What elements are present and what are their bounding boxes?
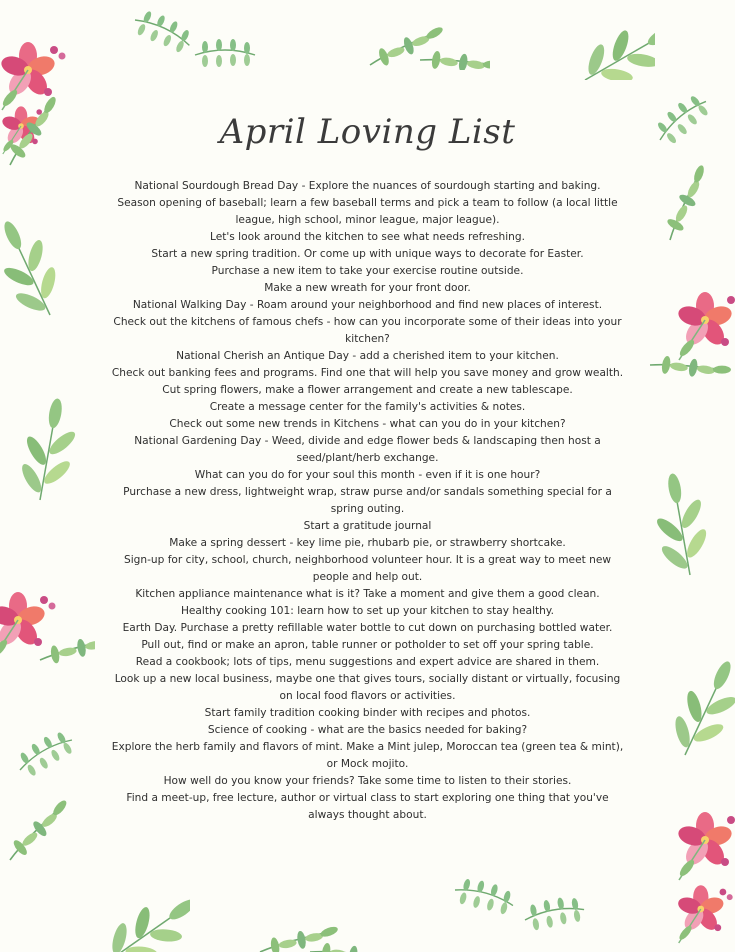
- top-leaf-sprig-2: [360, 0, 490, 70]
- left-flowers-middle: [0, 570, 95, 670]
- list-item: Pull out, find or make an apron, table runner or potholder to set off your spring table.: [141, 639, 594, 651]
- list-item: Check out some new trends in Kitchens - what can you do in your kitchen?: [169, 418, 566, 430]
- left-leaves-middle: [0, 375, 95, 505]
- list-item: Explore the herb family and flavors of mint. Make a Mint julep, Moroccan tea (green tea & mint), or Mock mojito.: [111, 741, 624, 770]
- list-item: Make a spring dessert - key lime pie, rhubarb pie, or strawberry shortcake.: [169, 537, 566, 549]
- list-item: Start family tradition cooking binder with recipes and photos.: [204, 707, 531, 719]
- right-leaves-lower: [645, 630, 735, 760]
- list-item: Start a new spring tradition. Or come up with unique ways to decorate for Easter.: [151, 248, 584, 260]
- list-item: National Sourdough Bread Day - Explore the nuances of sourdough starting and baking.: [134, 180, 601, 192]
- left-leaves-upper: [0, 190, 100, 320]
- list-item: Check out banking fees and programs. Find one that will help you save money and grow wealth.: [111, 367, 624, 379]
- list-item: How well do you know your friends? Take some time to listen to their stories.: [163, 775, 572, 787]
- right-leaves-middle: [645, 450, 735, 580]
- list-item: National Walking Day - Roam around your neighborhood and find new places of interest.: [132, 299, 603, 311]
- list-item: Kitchen appliance maintenance what is it? Take a moment and give them a good clean.: [135, 588, 600, 600]
- list-item: Healthy cooking 101: learn how to set up your kitchen to stay healthy.: [180, 605, 555, 617]
- list-item: What can you do for your soul this month - even if it is one hour?: [194, 469, 541, 481]
- bottom-right-flowers: [660, 790, 735, 952]
- list-item: National Gardening Day - Weed, divide and edge flower beds & landscaping then host a seed/plant/herb exchange.: [134, 435, 601, 464]
- bottom-leaves-1: [80, 880, 190, 952]
- right-fern-top: [650, 80, 735, 250]
- page-title: April Loving List: [219, 112, 516, 152]
- list-item: Purchase a new dress, lightweight wrap, straw purse and/or sandals something special for a spring outing.: [123, 486, 612, 515]
- list-item: Science of cooking - what are the basics needed for baking?: [207, 724, 528, 736]
- list-item: Look up a new local business, maybe one that gives tours, socially distant or virtually, focusing on local food flavors or activities.: [114, 673, 621, 702]
- list-item: National Cherish an Antique Day - add a cherished item to your kitchen.: [176, 350, 559, 362]
- list-item: Sign-up for city, school, church, neighborhood volunteer hour. It is a great way to meet new people and help out.: [123, 554, 612, 583]
- list-item: Make a new wreath for your front door.: [264, 282, 471, 294]
- top-leaf-sprig-1: [125, 0, 285, 80]
- list-item: Cut spring flowers, make a flower arrangement and create a new tablescape.: [162, 384, 573, 396]
- list-item: Start a gratitude journal: [303, 520, 432, 532]
- list-item: Check out the kitchens of famous chefs - how can you incorporate some of their ideas into your kitchen?: [113, 316, 622, 345]
- list-item: Let's look around the kitchen to see what needs refreshing.: [209, 231, 525, 243]
- bottom-fern: [445, 870, 605, 952]
- list-item: Season opening of baseball; learn a few baseball terms and pick a team to follow (a local little league, high school, minor league, major league).: [117, 197, 618, 226]
- list-item: Earth Day. Purchase a pretty refillable water bottle to cut down on purchasing bottled water.: [122, 622, 613, 634]
- list-item: Find a meet-up, free lecture, author or virtual class to start exploring one thing that you've always thought about.: [126, 792, 609, 821]
- list-item: Create a message center for the family's activities & notes.: [209, 401, 526, 413]
- left-fern-lower: [0, 700, 90, 870]
- top-right-leaves: [545, 0, 655, 80]
- list-item: Purchase a new item to take your exercise routine outside.: [211, 265, 524, 277]
- april-activity-list: [110, 178, 625, 824]
- list-item: Read a cookbook; lots of tips, menu suggestions and expert advice are shared in them.: [135, 656, 600, 668]
- bottom-leaves-2: [250, 880, 370, 952]
- right-flowers-middle: [645, 285, 735, 385]
